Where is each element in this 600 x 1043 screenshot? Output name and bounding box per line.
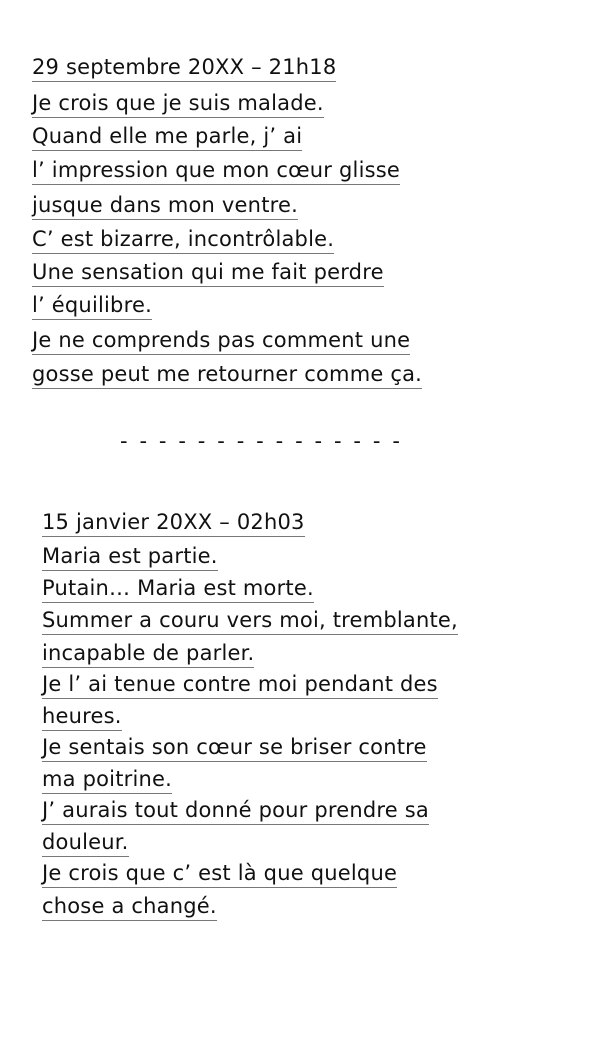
entry-line: douleur. xyxy=(42,829,129,855)
entry-line: incapable de parler. xyxy=(42,640,254,666)
entry-line: Putain… Maria est morte. xyxy=(42,575,314,601)
entry-line: chose a changé. xyxy=(42,893,217,919)
entry-line: Je ne comprends pas comment une xyxy=(32,327,410,353)
entry-separator: - - - - - - - - - - - - - - - xyxy=(120,429,403,453)
entry-line: jusque dans mon ventre. xyxy=(32,192,298,218)
entry-line: Je crois que c’ est là que quelque xyxy=(42,860,397,886)
entry-line: Maria est partie. xyxy=(42,543,218,569)
entry-line: C’ est bizarre, incontrôlable. xyxy=(32,226,334,252)
entry-line: Une sensation qui me fait perdre xyxy=(32,259,384,285)
entry-line: heures. xyxy=(42,703,122,729)
entry-line: Quand elle me parle, j’ ai xyxy=(32,123,302,149)
entry-line: ma poitrine. xyxy=(42,766,172,792)
entry-line: J’ aurais tout donné pour prendre sa xyxy=(42,797,429,823)
entry-line: Summer a couru vers moi, tremblante, xyxy=(42,607,458,633)
entry-line: gosse peut me retourner comme ça. xyxy=(32,361,422,387)
entry-line: Je l’ ai tenue contre moi pendant des xyxy=(42,671,438,697)
entry-line: Je crois que je suis malade. xyxy=(32,90,324,116)
entry-date: 29 septembre 20XX – 21h18 xyxy=(32,54,336,80)
entry-date: 15 janvier 20XX – 02h03 xyxy=(42,509,305,535)
entry-line: l’ équilibre. xyxy=(32,292,152,318)
entry-line: Je sentais son cœur se briser contre xyxy=(42,734,427,760)
entry-line: l’ impression que mon cœur glisse xyxy=(32,157,400,183)
